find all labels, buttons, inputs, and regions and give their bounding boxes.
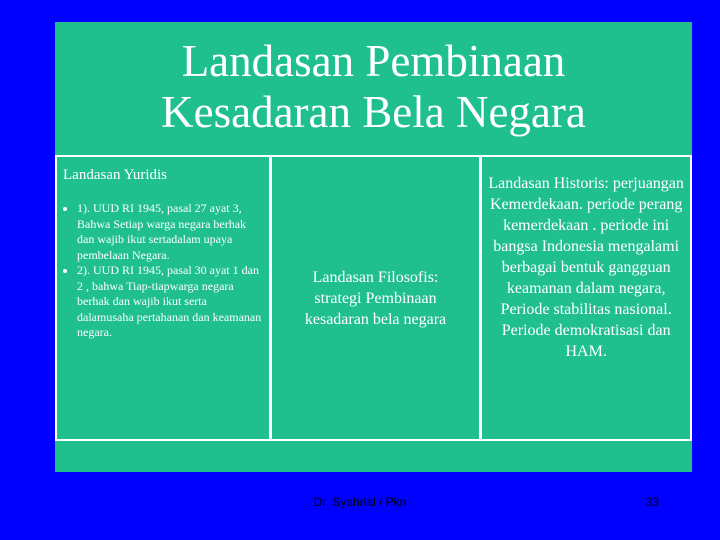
column-yuridis xyxy=(57,157,269,439)
slide-title xyxy=(55,36,692,138)
column-historis xyxy=(479,157,690,439)
footer-author: Dr. Syahrial / Pkn xyxy=(313,495,407,509)
historis-text: Landasan Historis: perjuangan Kemerdekaan. periode perang kemerdekaan . periode ini bangsa Indonesia mengalami berbagai bentuk gangguan keamanan dalam negara, Periode stabilitas nasional. Periode demokratisasi dan HAM. xyxy=(488,175,684,360)
page-number: 33 xyxy=(645,495,660,509)
filosofis-text xyxy=(305,267,446,330)
title-line-2: Kesadaran Bela Negara xyxy=(161,87,586,137)
filosofis-line-1: Landasan Filosofis: xyxy=(312,268,439,286)
title-line-1: Landasan Pembinaan xyxy=(181,36,566,86)
filosofis-line-2: strategi Pembinaan xyxy=(314,289,437,307)
column-heading-yuridis: Landasan Yuridis xyxy=(63,167,168,183)
three-column-table xyxy=(55,155,692,441)
bullet-item: • 1). UUD RI 1945, pasal 27 ayat 3, Bahwa Setiap warga negara berhak dan wajib ikut sertadalam upaya pembelaan Negara. xyxy=(77,201,263,263)
bullet-list xyxy=(63,201,263,341)
bullet-item: • 2). UUD RI 1945, pasal 30 ayat 1 dan 2 , bahwa Tiap-tiapwarga negara berhak dan wajib ikut serta dalamusaha pertahanan dan keamanan negara. xyxy=(77,263,263,341)
column-filosofis xyxy=(269,157,480,439)
filosofis-line-3: kesadaran bela negara xyxy=(304,310,447,328)
